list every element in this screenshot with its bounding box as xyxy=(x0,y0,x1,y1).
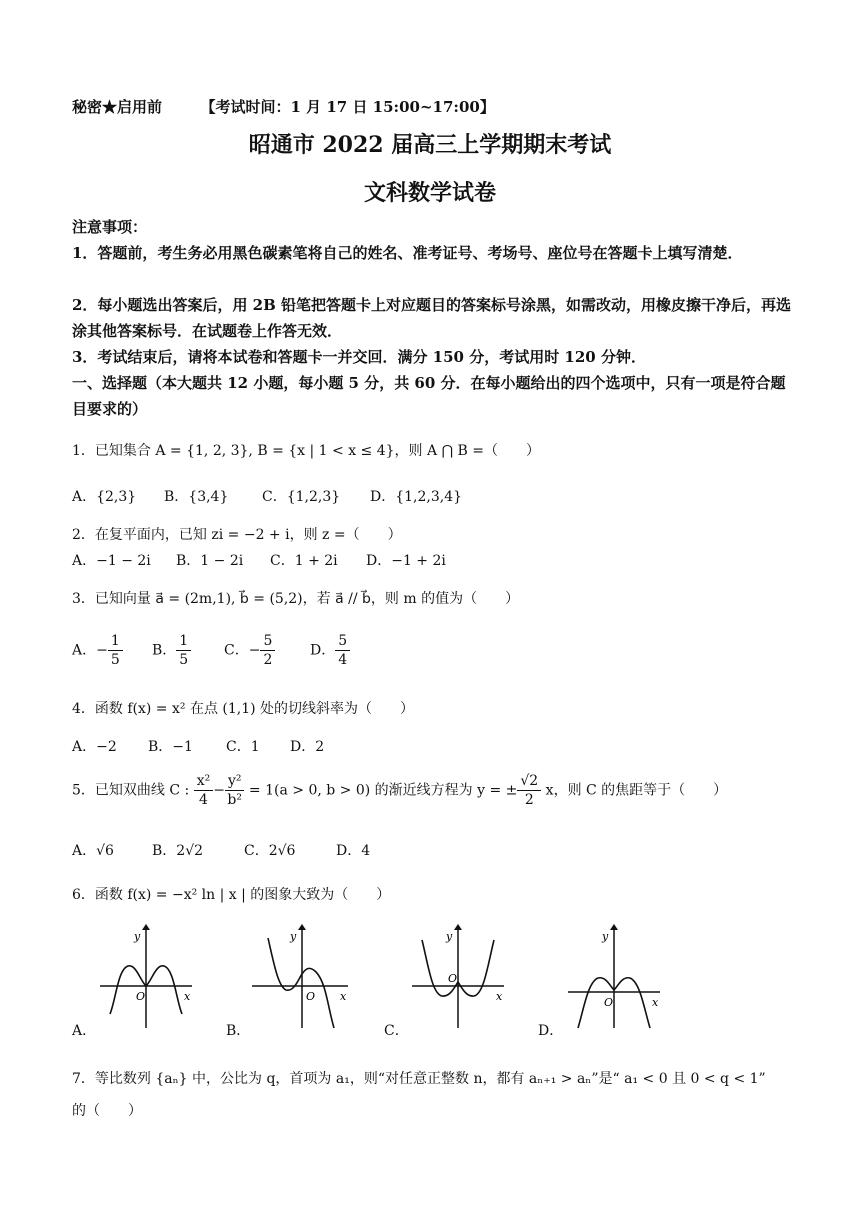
exam-time: 【考试时间：1 月 17 日 15:00~17:00】 xyxy=(200,98,495,116)
q2-option-c: C．1 + 2i xyxy=(270,553,338,569)
q5-frac-y xyxy=(225,772,245,809)
q1-option-c: C．{1,2,3} xyxy=(262,489,341,505)
q5-stem-b: = 1(a > 0, b > 0) 的渐近线方程为 y = ± xyxy=(244,782,518,799)
q6-option-c: C． xyxy=(384,1023,409,1039)
q6-b-origin: O xyxy=(306,990,316,1003)
secret-mark: 秘密★启用前 xyxy=(72,98,163,116)
question-2-stem: 2．在复平面内，已知 zi = −2 + i，则 z =（ ） xyxy=(72,527,402,543)
q3-c-label: C． xyxy=(224,642,249,659)
note-item-1: 1．答题前，考生务必用黑色碳素笔将自己的姓名、准考证号、考场号、座位号在答题卡上填写清楚． xyxy=(72,244,743,262)
q5-option-c: C．2√6 xyxy=(244,843,296,859)
q3-option-d xyxy=(310,632,350,669)
q6-c-origin: O xyxy=(448,972,458,985)
question-6-stem: 6．函数 f(x) = −x² ln | x | 的图象大致为（ ） xyxy=(72,887,391,903)
q5-stem-c: x，则 C 的焦距等于（ ） xyxy=(541,782,728,799)
q4-option-d: D．2 xyxy=(290,739,325,755)
q3-option-c xyxy=(224,632,275,669)
q3-c-sign: − xyxy=(248,642,261,659)
q6-c-x-label: x xyxy=(496,990,503,1003)
q3-c-den: 2 xyxy=(263,652,273,668)
note-item-3: 3．考试结束后，请将本试卷和答题卡一并交回．满分 150 分，考试用时 120 分钟． xyxy=(72,348,646,366)
q3-d-num: 5 xyxy=(335,632,350,651)
question-7-stem: 7．等比数列 {aₙ} 中，公比为 q，首项为 a₁，则“对任意正整数 n，都有 aₙ₊₁ > aₙ”是“ a₁ < 0 且 0 < q < 1” xyxy=(72,1071,766,1087)
q6-d-y-label: y xyxy=(602,930,609,943)
q3-option-b xyxy=(152,632,191,669)
q3-b-fraction xyxy=(176,632,191,669)
q5-b2: b² xyxy=(227,792,242,808)
q6-graph-a xyxy=(96,924,200,1032)
q5-option-b: B．2√2 xyxy=(152,843,204,859)
notes-heading: 注意事项： xyxy=(72,218,148,236)
q6-graph-b xyxy=(248,924,356,1032)
q4-option-b: B．−1 xyxy=(148,739,193,755)
q5-sqrt2: √2 xyxy=(517,772,541,791)
q6-c-y-label: y xyxy=(446,930,453,943)
confidential-line xyxy=(72,96,495,117)
question-7-stem-end: 的（ ） xyxy=(72,1103,142,1119)
q2-option-b: B．1 − 2i xyxy=(176,553,244,569)
q6-option-b: B． xyxy=(226,1023,251,1039)
q3-a-label: A． xyxy=(72,642,97,659)
q5-x2: x² xyxy=(194,772,214,791)
q6-d-origin: O xyxy=(604,996,614,1009)
q1-option-d: D．{1,2,3,4} xyxy=(370,489,463,505)
q5-option-a: A．√6 xyxy=(72,843,114,859)
q5-frac-sqrt xyxy=(517,772,541,809)
q1-option-b: B．{3,4} xyxy=(164,489,229,505)
q6-d-x-label: x xyxy=(652,996,659,1009)
q3-c-num: 5 xyxy=(260,632,275,651)
exam-title: 昭通市 2022 届高三上学期期末考试 xyxy=(248,132,612,158)
question-4-stem: 4．函数 f(x) = x² 在点 (1,1) 处的切线斜率为（ ） xyxy=(72,701,415,717)
q3-b-label: B． xyxy=(152,642,177,659)
q6-b-x-label: x xyxy=(340,990,347,1003)
q4-option-a: A．−2 xyxy=(72,739,117,755)
q6-graph-c xyxy=(408,924,512,1032)
q5-four: 4 xyxy=(198,792,208,808)
q3-a-sign: − xyxy=(96,642,108,659)
q3-c-fraction xyxy=(260,632,275,669)
question-5-stem: 5．已知双曲线 C : $\frac{\text{x²}}{4}$ − $\frac{\text{y²}}{\text{b²}}$ = 1(a > 0, b > 0) 的渐近线方程为 y = ± $\frac{√2}{2}$ x，则 C 的焦距等于（ ） xyxy=(72,773,728,808)
q3-b-num: 1 xyxy=(176,632,191,651)
q3-a-fraction xyxy=(108,632,123,669)
section-heading: 一、选择题（本大题共 12 小题，每小题 5 分，共 60 分．在每小题给出的四个选项中，只有一项是符合题目要求的） xyxy=(72,374,786,418)
q6-a-origin: O xyxy=(136,990,146,1003)
q6-graph-d xyxy=(564,924,668,1032)
q5-option-d: D．4 xyxy=(336,843,371,859)
note-item-2: 2．每小题选出答案后，用 2B 铅笔把答题卡上对应题目的答案标号涂黑，如需改动，用橡皮擦干净后，再选涂其他答案标号．在试题卷上作答无效． xyxy=(72,296,792,340)
q1-option-a: A．{2,3} xyxy=(72,489,137,505)
q6-b-y-label: y xyxy=(290,930,297,943)
q6-a-x-label: x xyxy=(184,990,191,1003)
q3-d-label: D． xyxy=(310,642,336,659)
q4-option-c: C．1 xyxy=(226,739,260,755)
q3-b-den: 5 xyxy=(179,652,189,668)
q3-option-a xyxy=(72,632,123,669)
q2-option-d: D．−1 + 2i xyxy=(366,553,446,569)
exam-subtitle: 文科数学试卷 xyxy=(363,180,496,206)
q3-d-fraction xyxy=(335,632,350,669)
q6-option-a: A． xyxy=(72,1023,97,1039)
q5-frac-x xyxy=(194,772,214,809)
q2-option-a: A．−1 − 2i xyxy=(72,553,151,569)
q6-option-d: D． xyxy=(538,1023,564,1039)
q5-two: 2 xyxy=(524,792,534,808)
q3-a-num: 1 xyxy=(108,632,123,651)
q3-a-den: 5 xyxy=(110,652,120,668)
q5-y2: y² xyxy=(225,772,245,791)
q6-a-y-label: y xyxy=(134,930,141,943)
q3-d-den: 4 xyxy=(338,652,348,668)
q5-stem-a: 5．已知双曲线 C : xyxy=(72,782,194,799)
question-1-stem: 1．已知集合 A = {1, 2, 3}, B = {x | 1 < x ≤ 4}，则 A ⋂ B =（ ） xyxy=(72,443,540,459)
question-3-stem: 3．已知向量 a⃗ = (2m,1), b⃗ = (5,2)，若 a⃗ // b⃗，则 m 的值为（ ） xyxy=(72,591,520,607)
